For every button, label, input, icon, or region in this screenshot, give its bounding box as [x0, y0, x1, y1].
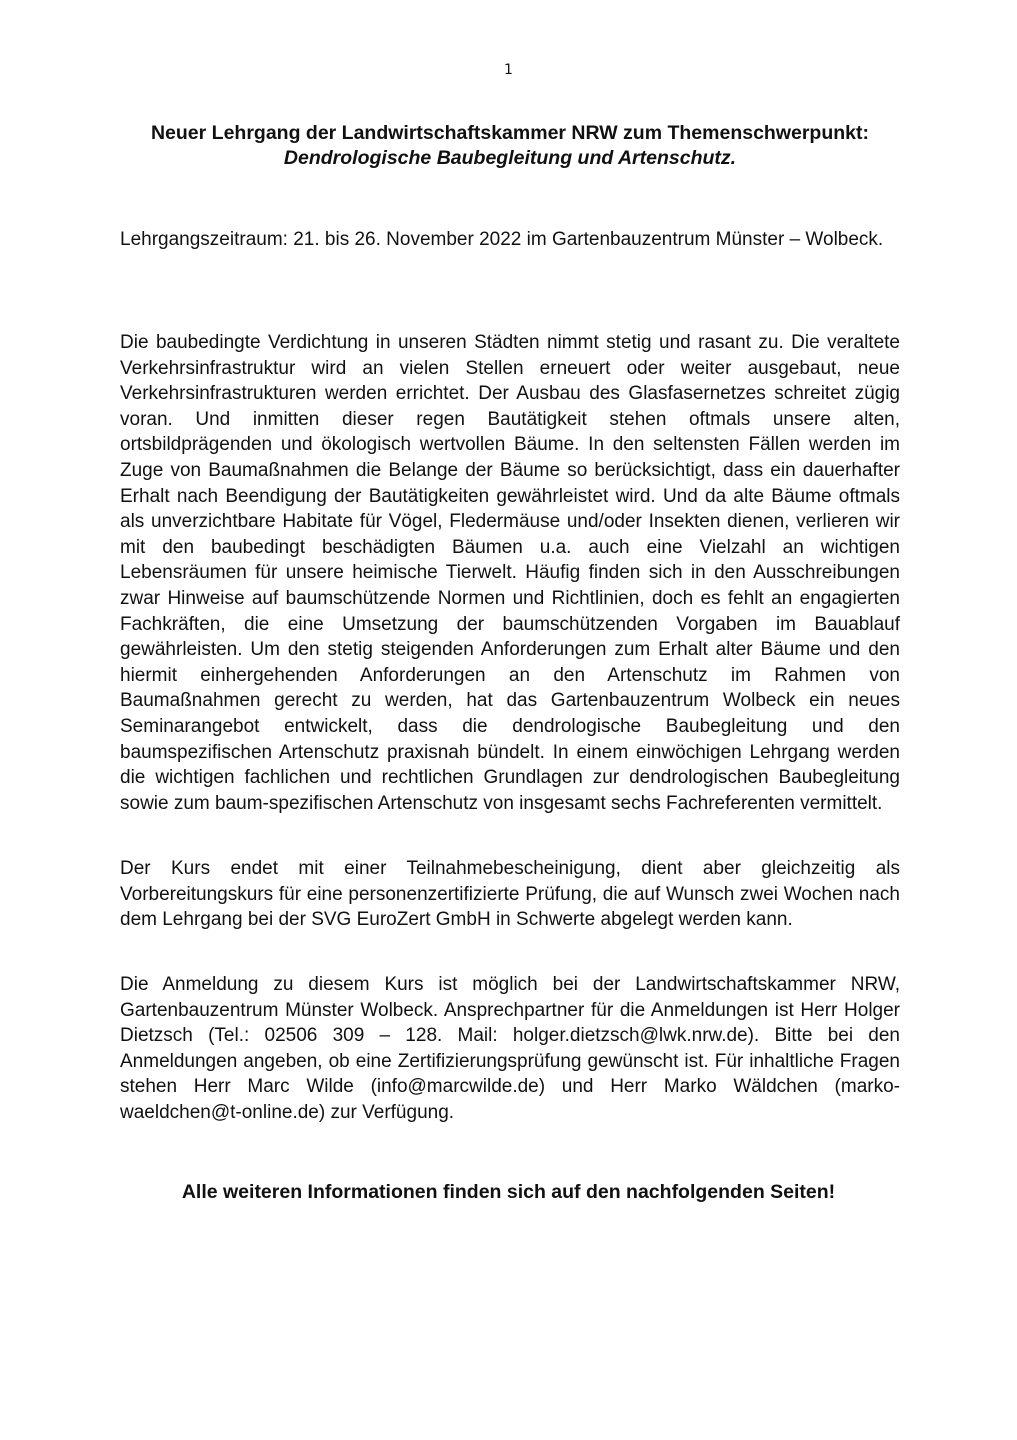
footer-note: Alle weiteren Informationen finden sich auf den nachfolgenden Seiten! — [181, 1181, 836, 1203]
intro-paragraph: Die baubedingte Verdichtung in unseren Städten nimmt stetig und rasant zu. Die veraltete Verkehrsinfrastruktur wird an vielen Stellen erneuert oder weiter ausgebaut, neue Verkehrsinfrastrukturen werden errichtet. Der Ausbau des Glasfasernetzes schreitet zügig voran. Und inmitten dieser regen Bautätigkeit stehen oftmals unsere alten, ortsbildprägenden und ökologisch wertvollen Bäume. In den seltensten Fällen werden im Zuge von Baumaßnahmen die Belange der Bäume so berücksichtigt, dass ein dauerhafter Erhalt nach Beendigung der Bautätigkeiten gewährleistet wird. Und da alte Bäume oftmals als unverzichtbare Habitate für Vögel, Fledermäuse und/oder Insekten dienen, verlieren wir mit den baubedingt beschädigten Bäumen u.a. auch eine Vielzahl an wichtigen Lebensräumen für unsere heimische Tierwelt. Häufig finden sich in den Ausschreibungen zwar Hinweise auf baumschützende Normen und Richtlinien, doch es fehlt an engagierten Fachkräften, die eine Umsetzung der baumschützenden Vorgaben im Bauablauf gewährleisten. Um den stetig steigenden Anforderungen zum Erhalt alter Bäume und den hiermit einhergehenden Anforderungen an den Artenschutz im Rahmen von Baumaßnahmen gerecht zu werden, hat das Gartenbauzentrum Wolbeck ein neues Seminarangebot entwickelt, dass die dendrologische Baubegleitung und den baumspezifischen Artenschutz praxisnah bündelt. In einem einwöchigen Lehrgang werden die wichtigen fachlichen und rechtlichen Grundlagen zur dendrologischen Baubegleitung sowie zum baum-spezifischen Artenschutz von insgesamt sechs Fachreferenten vermittelt. — [120, 332, 900, 814]
title-line-2: Dendrologische Baubegleitung und Artenschutz. — [283, 147, 737, 169]
document-title — [110, 121, 910, 171]
registration-paragraph: Die Anmeldung zu diesem Kurs ist möglich bei der Landwirtschaftskammer NRW, Gartenbauzentrum Münster Wolbeck. Ansprechpartner für die Anmeldungen ist Herr Holger Dietzsch (Tel.: 02506 309 – 128. Mail: holger.dietzsch@lwk.nrw.de). Bitte bei den Anmeldungen angeben, ob eine Zertifizierungsprüfung gewünscht ist. Für inhaltliche Fragen stehen Herr Marc Wilde (info@marcwilde.de) und Herr Marko Wäldchen (marko-waeldchen@t-online.de) zur Verfügung. — [120, 974, 900, 1123]
page-number: 1 — [504, 62, 513, 78]
title-line-1: Neuer Lehrgang der Landwirtschaftskammer NRW zum Themenschwerpunkt: — [150, 122, 870, 144]
course-period: Lehrgangszeitraum: 21. bis 26. November 2022 im Gartenbauzentrum Münster – Wolbeck. — [120, 229, 884, 250]
certificate-paragraph: Der Kurs endet mit einer Teilnahmebescheinigung, dient aber gleichzeitig als Vorbereitungskurs für eine personenzertifizierte Prüfung, die auf Wunsch zwei Wochen nach dem Lehrgang bei der SVG EuroZert GmbH in Schwerte abgelegt werden kann. — [120, 858, 900, 931]
